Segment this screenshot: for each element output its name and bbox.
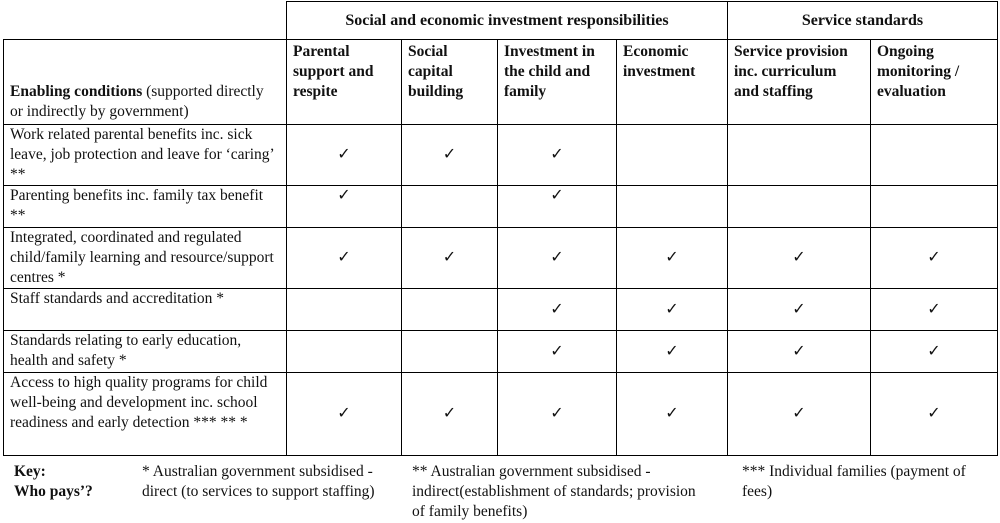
check-mark-icon: ✓ — [927, 342, 941, 360]
check-mark-icon: ✓ — [665, 300, 679, 318]
check-cell — [871, 228, 998, 289]
check-cell — [287, 289, 402, 331]
check-cell — [498, 228, 617, 289]
check-cell — [871, 186, 998, 228]
check-cell — [728, 125, 871, 186]
check-mark-icon: ✓ — [337, 146, 351, 163]
check-mark-icon: ✓ — [550, 405, 564, 422]
table-row — [4, 228, 998, 289]
check-mark-icon: ✓ — [337, 405, 351, 422]
check-cell — [287, 331, 402, 373]
column-header-row — [4, 40, 998, 125]
check-mark-icon: ✓ — [550, 187, 564, 204]
check-mark-icon: ✓ — [337, 187, 351, 204]
check-cell — [498, 125, 617, 186]
check-mark-icon: ✓ — [927, 249, 941, 266]
col-economic-investment: Economic investment — [617, 40, 728, 125]
group-service-standards: Service standards — [728, 2, 998, 40]
check-cell — [728, 228, 871, 289]
check-cell — [871, 373, 998, 456]
check-cell — [287, 373, 402, 456]
check-cell — [287, 125, 402, 186]
table-row — [4, 125, 998, 186]
table-row — [4, 186, 998, 228]
check-mark-icon: ✓ — [665, 405, 679, 422]
check-cell — [617, 186, 728, 228]
check-cell — [498, 289, 617, 331]
key-label: Key: Who pays’? — [14, 463, 93, 500]
row-label: Access to high quality programs for child well-being and development inc. school readiness and early detection *** ** * — [4, 373, 287, 456]
check-cell — [402, 373, 498, 456]
check-cell — [498, 186, 617, 228]
check-mark-icon: ✓ — [792, 300, 806, 318]
check-cell — [728, 373, 871, 456]
row-label: Parenting benefits inc. family tax benefit ** — [4, 186, 287, 228]
row-label: Standards relating to early education, health and safety * — [4, 331, 287, 373]
col-parental-support: Parental support and respite — [287, 40, 402, 125]
check-cell — [617, 125, 728, 186]
check-mark-icon: ✓ — [442, 249, 457, 266]
col-ongoing-monitoring: Ongoing monitoring / evaluation — [871, 40, 998, 125]
check-cell — [617, 373, 728, 456]
enabling-conditions-header: Enabling conditions (supported directly or indirectly by government) — [4, 40, 287, 125]
check-cell — [871, 289, 998, 331]
check-cell — [402, 125, 498, 186]
check-mark-icon: ✓ — [550, 146, 564, 163]
check-mark-icon: ✓ — [792, 342, 806, 360]
check-cell — [728, 331, 871, 373]
check-mark-icon: ✓ — [337, 249, 351, 266]
check-cell — [498, 331, 617, 373]
key-item-indirect: ** Australian government subsidised - indirect(establishment of standards; provision of family benefits) — [412, 463, 696, 520]
check-cell — [498, 373, 617, 456]
check-cell — [617, 289, 728, 331]
check-mark-icon: ✓ — [442, 146, 457, 163]
table-row — [4, 331, 998, 373]
check-cell — [871, 125, 998, 186]
group-social-economic: Social and economic investment responsibilities — [287, 2, 728, 40]
check-cell — [728, 186, 871, 228]
row-label: Work related parental benefits inc. sick leave, job protection and leave for ‘caring’ ** — [4, 125, 287, 186]
check-mark-icon: ✓ — [927, 300, 941, 318]
check-cell — [402, 289, 498, 331]
check-cell — [617, 228, 728, 289]
table-row — [4, 289, 998, 331]
check-cell — [617, 331, 728, 373]
check-mark-icon: ✓ — [665, 249, 679, 266]
check-mark-icon: ✓ — [665, 342, 679, 360]
key-item-families: *** Individual families (payment of fees) — [742, 463, 966, 500]
check-cell — [728, 289, 871, 331]
check-mark-icon: ✓ — [792, 405, 806, 422]
check-cell — [402, 186, 498, 228]
check-mark-icon: ✓ — [927, 405, 941, 422]
check-cell — [287, 228, 402, 289]
check-cell — [871, 331, 998, 373]
check-mark-icon: ✓ — [550, 300, 564, 318]
responsibilities-table — [3, 1, 998, 456]
col-investment-child-family: Investment in the child and family — [498, 40, 617, 125]
row-label: Staff standards and accreditation * — [4, 289, 287, 331]
check-mark-icon: ✓ — [550, 342, 564, 360]
check-mark-icon: ✓ — [550, 249, 564, 266]
check-cell — [287, 186, 402, 228]
check-cell — [402, 331, 498, 373]
table-row — [4, 373, 998, 456]
check-cell — [402, 228, 498, 289]
group-header-row — [4, 2, 998, 40]
row-label: Integrated, coordinated and regulated child/family learning and resource/support centres * — [4, 228, 287, 289]
key-item-direct: * Australian government subsidised - direct (to services to support staffing) — [142, 463, 375, 500]
check-mark-icon: ✓ — [442, 405, 457, 422]
check-mark-icon: ✓ — [792, 249, 806, 266]
col-social-capital: Social capital building — [402, 40, 498, 125]
col-service-provision: Service provision inc. curriculum and staffing — [728, 40, 871, 125]
